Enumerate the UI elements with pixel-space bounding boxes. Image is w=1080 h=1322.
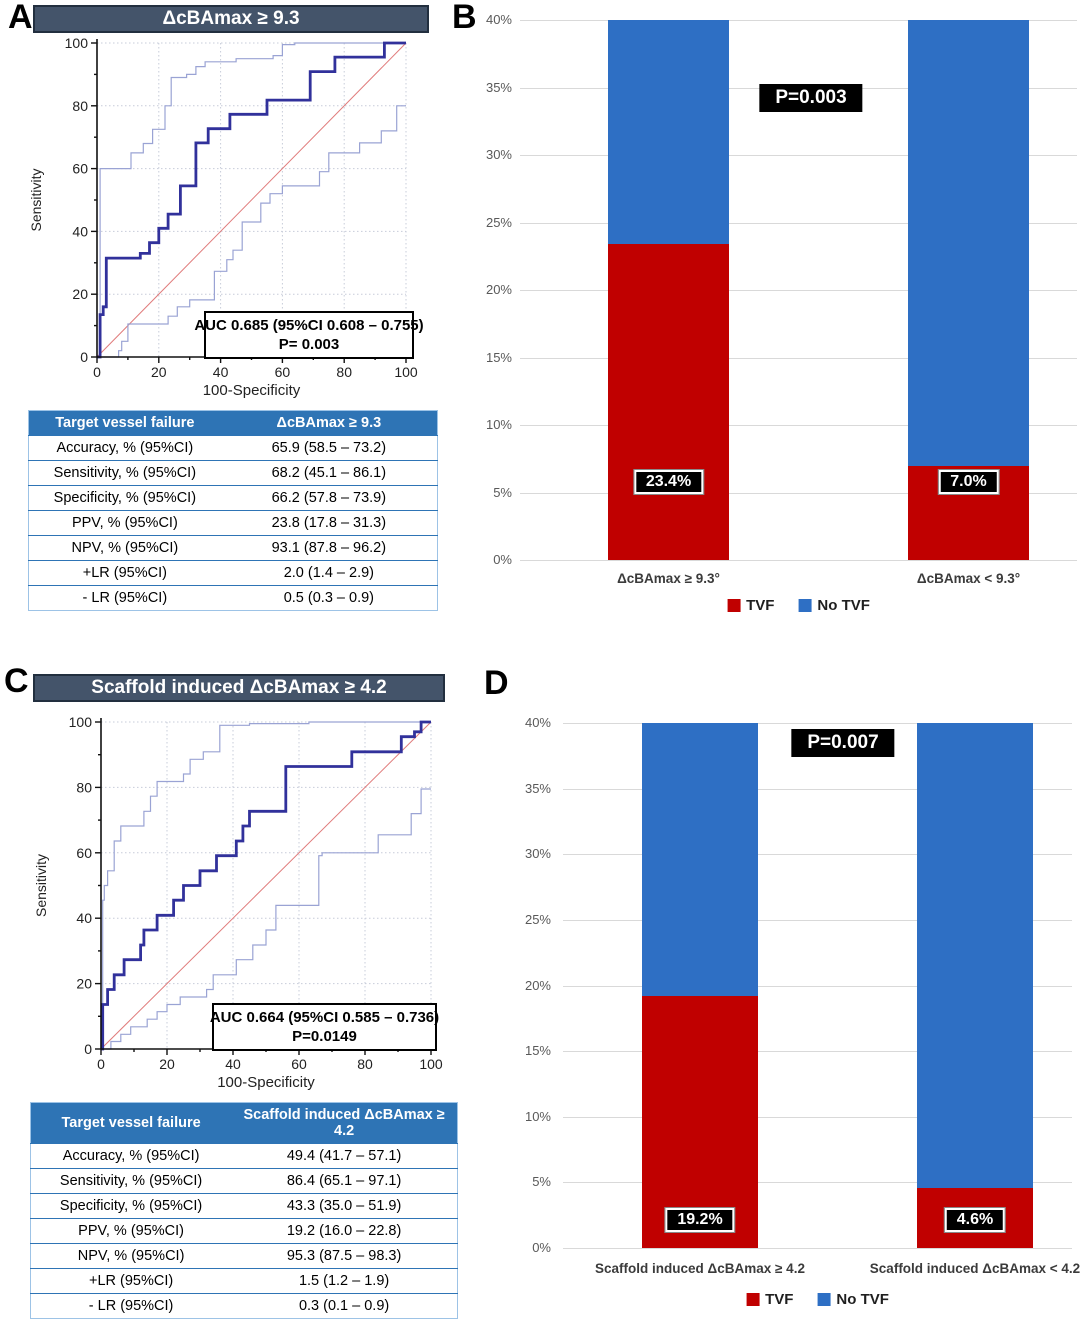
roc-diagonal xyxy=(101,722,431,1049)
y-tick-label: 60 xyxy=(76,844,92,861)
stacked-bar xyxy=(642,723,758,1248)
legend xyxy=(727,597,870,614)
table-cell: 2.0 (1.4 – 2.9) xyxy=(221,561,438,586)
x-tick-label: 20 xyxy=(159,1056,175,1072)
panel-D xyxy=(450,661,1080,1322)
table-row xyxy=(31,1294,458,1319)
roc-svg xyxy=(15,36,450,408)
x-tick-label: 40 xyxy=(225,1056,241,1072)
table-header-row xyxy=(31,1103,458,1144)
roc-svg xyxy=(15,700,460,1092)
legend-item xyxy=(798,597,870,614)
y-tick-label: 25% xyxy=(485,214,512,230)
no-tvf-segment xyxy=(608,20,729,244)
tvf-segment xyxy=(608,244,729,560)
table-header-cell: Target vessel failure xyxy=(31,1103,232,1144)
table-cell: 1.5 (1.2 – 1.9) xyxy=(231,1269,457,1294)
table-row xyxy=(31,1219,458,1244)
legend xyxy=(746,1291,889,1308)
y-tick-label: 5% xyxy=(493,484,512,500)
table-cell: 43.3 (35.0 – 51.9) xyxy=(231,1194,457,1219)
roc-plot-C xyxy=(15,700,460,1092)
legend-swatch xyxy=(817,1293,830,1306)
table-cell: 65.9 (58.5 – 73.2) xyxy=(221,436,438,461)
y-tick-label: 30% xyxy=(485,147,512,162)
category-label: ΔcBAmax ≥ 9.3° xyxy=(617,571,720,586)
table-cell: 49.4 (41.7 – 57.1) xyxy=(231,1144,457,1169)
table-row xyxy=(31,1244,458,1269)
diagnostic-table xyxy=(28,410,438,611)
panel-letter-B: B xyxy=(452,0,477,36)
y-tick-label: 80 xyxy=(76,779,92,796)
table-row xyxy=(29,511,438,536)
table-cell: - LR (95%CI) xyxy=(31,1294,232,1319)
table-cell: 19.2 (16.0 – 22.8) xyxy=(231,1219,457,1244)
y-tick-label: 20% xyxy=(524,977,551,993)
y-axis-label: Sensitivity xyxy=(28,168,44,232)
panel-letter-C: C xyxy=(4,662,29,700)
table-cell: NPV, % (95%CI) xyxy=(31,1244,232,1269)
y-tick-label: 80 xyxy=(72,97,88,114)
panel-letter-A: A xyxy=(8,0,33,36)
table-row xyxy=(29,561,438,586)
legend-item xyxy=(817,1291,889,1308)
table-row xyxy=(31,1194,458,1219)
table-cell: +LR (95%CI) xyxy=(29,561,221,586)
legend-item xyxy=(746,1291,793,1308)
table-cell: 0.5 (0.3 – 0.9) xyxy=(221,586,438,611)
roc-title-A: ΔcBAmax ≥ 9.3 xyxy=(33,5,429,33)
y-tick-label: 5% xyxy=(532,1174,551,1190)
table-row xyxy=(29,436,438,461)
y-axis-label: Sensitivity xyxy=(33,853,49,918)
table-cell: PPV, % (95%CI) xyxy=(31,1219,232,1244)
p-value-box: P=0.003 xyxy=(759,84,862,112)
y-tick-label: 0 xyxy=(84,1041,92,1057)
y-tick-label: 40% xyxy=(485,12,512,27)
x-tick-label: 80 xyxy=(336,364,352,380)
y-tick-label: 40 xyxy=(76,910,92,927)
y-tick-label: 35% xyxy=(524,780,551,796)
table-header-cell: Scaffold induced ΔcBAmax ≥ 4.2 xyxy=(231,1103,457,1144)
y-tick-label: 20% xyxy=(485,282,512,297)
table-cell: NPV, % (95%CI) xyxy=(29,536,221,561)
legend-label: No TVF xyxy=(817,597,870,614)
table-cell: 23.8 (17.8 – 31.3) xyxy=(221,511,438,536)
y-tick-label: 0% xyxy=(532,1240,551,1255)
x-tick-label: 80 xyxy=(357,1056,373,1072)
y-tick-label: 40% xyxy=(524,715,551,730)
table-cell: Accuracy, % (95%CI) xyxy=(29,436,221,461)
table-cell: 95.3 (87.5 – 98.3) xyxy=(231,1244,457,1269)
table-cell: - LR (95%CI) xyxy=(29,586,221,611)
grid-line xyxy=(563,1248,1072,1249)
y-tick-label: 20 xyxy=(76,975,92,992)
stacked-bar xyxy=(908,20,1029,560)
table-cell: 66.2 (57.8 – 73.9) xyxy=(221,486,438,511)
legend-label: No TVF xyxy=(836,1291,889,1308)
y-tick-label: 15% xyxy=(485,349,512,365)
legend-swatch xyxy=(798,599,811,612)
table-row xyxy=(29,586,438,611)
table-row xyxy=(29,536,438,561)
y-tick-label: 15% xyxy=(524,1043,551,1059)
x-tick-label: 40 xyxy=(212,364,229,380)
auc-text-line2: P=0.0149 xyxy=(292,1028,357,1045)
p-value-box: P=0.007 xyxy=(791,729,894,757)
roc-title-C: Scaffold induced ΔcBAmax ≥ 4.2 xyxy=(33,674,445,702)
legend-label: TVF xyxy=(746,597,775,614)
y-tick-label: 35% xyxy=(485,79,512,95)
panel-letter-D: D xyxy=(484,664,509,702)
diagnostic-table-A xyxy=(28,410,438,611)
diagnostic-table-C xyxy=(30,1102,458,1319)
y-tick-label: 25% xyxy=(524,911,551,927)
value-label: 23.4% xyxy=(634,470,703,494)
table-header-cell: ΔcBAmax ≥ 9.3 xyxy=(221,411,438,436)
legend-item xyxy=(727,597,774,614)
no-tvf-segment xyxy=(642,723,758,996)
x-tick-label: 60 xyxy=(291,1056,307,1072)
category-label: Scaffold induced ΔcBAmax ≥ 4.2 xyxy=(595,1261,805,1276)
x-tick-label: 100 xyxy=(419,1056,443,1072)
value-label: 4.6% xyxy=(945,1208,1005,1232)
y-tick-label: 0% xyxy=(493,552,512,567)
y-tick-label: 10% xyxy=(485,417,512,432)
table-cell: Accuracy, % (95%CI) xyxy=(31,1144,232,1169)
bar-chart-D xyxy=(450,661,1080,1322)
value-label: 19.2% xyxy=(665,1208,734,1232)
stacked-bar xyxy=(608,20,729,560)
table-cell: Sensitivity, % (95%CI) xyxy=(29,461,221,486)
roc-diagonal xyxy=(97,43,406,357)
legend-swatch xyxy=(727,599,740,612)
auc-text-line1: AUC 0.664 (95%CI 0.585 – 0.736) xyxy=(209,1009,440,1026)
grid-line xyxy=(520,560,1077,561)
auc-text-line2: P= 0.003 xyxy=(278,336,340,353)
roc-plot-A xyxy=(15,36,450,408)
table-row xyxy=(31,1169,458,1194)
y-tick-label: 60 xyxy=(72,160,88,177)
diagnostic-table xyxy=(30,1102,458,1319)
table-cell: 0.3 (0.1 – 0.9) xyxy=(231,1294,457,1319)
table-cell: 93.1 (87.8 – 96.2) xyxy=(221,536,438,561)
auc-text-line1: AUC 0.685 (95%CI 0.608 – 0.755) xyxy=(194,317,424,334)
y-tick-label: 100 xyxy=(64,36,88,51)
x-tick-label: 0 xyxy=(97,1056,105,1072)
legend-swatch xyxy=(746,1293,759,1306)
table-row xyxy=(31,1144,458,1169)
table-row xyxy=(29,486,438,511)
y-tick-label: 0 xyxy=(80,349,88,365)
panel-B xyxy=(450,0,1080,661)
y-tick-label: 30% xyxy=(524,846,551,862)
y-tick-label: 10% xyxy=(524,1108,551,1124)
table-cell: Specificity, % (95%CI) xyxy=(29,486,221,511)
x-axis-label: 100-Specificity xyxy=(217,1074,315,1091)
table-row xyxy=(31,1269,458,1294)
value-label: 7.0% xyxy=(938,470,998,494)
table-cell: Specificity, % (95%CI) xyxy=(31,1194,232,1219)
y-tick-label: 100 xyxy=(68,714,92,730)
table-cell: 68.2 (45.1 – 86.1) xyxy=(221,461,438,486)
x-tick-label: 100 xyxy=(394,364,418,380)
bar-chart-B xyxy=(450,0,1080,661)
x-tick-label: 20 xyxy=(151,364,167,380)
table-cell: 86.4 (65.1 – 97.1) xyxy=(231,1169,457,1194)
no-tvf-segment xyxy=(917,723,1033,1188)
y-tick-label: 20 xyxy=(72,286,88,303)
table-cell: +LR (95%CI) xyxy=(31,1269,232,1294)
stacked-bar xyxy=(917,723,1033,1248)
x-axis-label: 100-Specificity xyxy=(202,382,301,399)
x-tick-label: 0 xyxy=(93,364,101,380)
category-label: Scaffold induced ΔcBAmax < 4.2 xyxy=(869,1261,1080,1276)
table-cell: Sensitivity, % (95%CI) xyxy=(31,1169,232,1194)
table-header-cell: Target vessel failure xyxy=(29,411,221,436)
no-tvf-segment xyxy=(908,20,1029,466)
legend-label: TVF xyxy=(765,1291,794,1308)
table-header-row xyxy=(29,411,438,436)
category-label: ΔcBAmax < 9.3° xyxy=(916,571,1021,586)
table-row xyxy=(29,461,438,486)
y-tick-label: 40 xyxy=(72,223,88,240)
x-tick-label: 60 xyxy=(274,364,291,380)
table-cell: PPV, % (95%CI) xyxy=(29,511,221,536)
